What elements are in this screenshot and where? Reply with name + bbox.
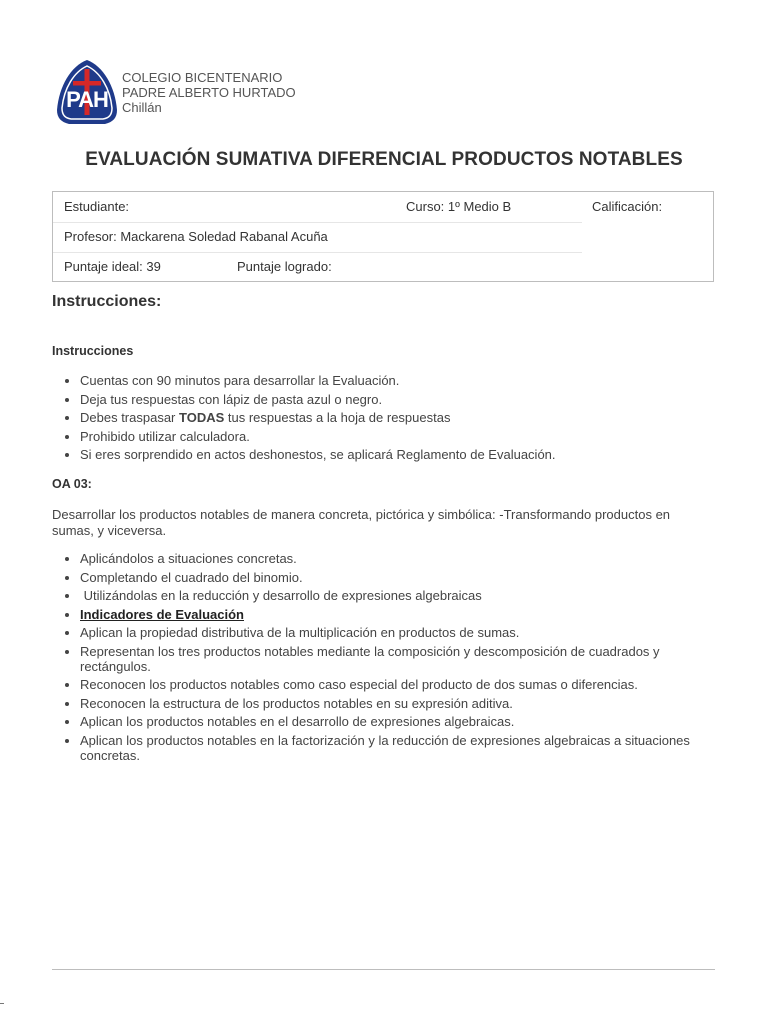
- info-table: [52, 191, 714, 282]
- instructions-heading: Instrucciones:: [52, 293, 162, 310]
- indicators-label: Indicadores de Evaluación: [80, 606, 244, 622]
- info-row-teacher: [53, 222, 582, 253]
- list-item: • Si eres sorprendido en actos deshonestos, se aplicará Reglamento de Evaluación.: [80, 447, 710, 462]
- instructions-subheading: Instrucciones: [52, 344, 134, 358]
- footer-divider: [52, 969, 715, 970]
- grade-field: Calificación:: [592, 199, 663, 214]
- list-item: • Cuentas con 90 minutos para desarrollar la Evaluación.: [80, 373, 710, 388]
- list-item: • Representan los tres productos notables mediante la composición y descomposición de cuadrados y rectángulos.: [80, 644, 710, 674]
- school-name-line1: COLEGIO BICENTENARIO: [122, 70, 283, 85]
- school-name-line2: PADRE ALBERTO HURTADO: [122, 85, 296, 100]
- achieved-score-field: Puntaje logrado:: [237, 259, 332, 274]
- list-item: • Reconocen los productos notables como caso especial del producto de dos sumas o diferencias.: [80, 677, 710, 692]
- course-field: Curso: 1º Medio B: [406, 199, 512, 214]
- student-field: Estudiante:: [64, 199, 130, 214]
- list-item-text: Debes traspasar: [80, 410, 179, 425]
- instructions-list: [64, 373, 710, 466]
- list-item: [80, 607, 710, 622]
- info-row-student: [53, 192, 582, 223]
- logo-lettering: PAH: [66, 87, 108, 112]
- info-row-score: [53, 252, 582, 282]
- page-title: EVALUACIÓN SUMATIVA DIFERENCIAL PRODUCTOS NOTABLES: [85, 149, 683, 170]
- list-item: • Reconocen la estructura de los productos notables en su expresión aditiva.: [80, 696, 710, 711]
- school-city: Chillán: [122, 100, 162, 115]
- list-item: • Deja tus respuestas con lápiz de pasta azul o negro.: [80, 392, 710, 407]
- list-item-text: tus respuestas a la hoja de respuestas: [224, 410, 451, 425]
- oa-list: [64, 551, 710, 766]
- list-item: • Completando el cuadrado del binomio.: [80, 570, 710, 585]
- list-item: • Prohibido utilizar calculadora.: [80, 429, 710, 444]
- school-logo-icon: [55, 58, 119, 128]
- oa-label: OA 03:: [52, 477, 92, 491]
- teacher-field: Profesor: Mackarena Soledad Rabanal Acuña: [64, 229, 328, 244]
- edge-mark: [0, 1003, 4, 1004]
- list-item: • Aplican los productos notables en el desarrollo de expresiones algebraicas.: [80, 714, 710, 729]
- list-item: • Aplicándolos a situaciones concretas.: [80, 551, 710, 566]
- list-item: [80, 410, 710, 425]
- ideal-score-field: Puntaje ideal: 39: [64, 259, 161, 274]
- list-item: • Aplican los productos notables en la factorización y la reducción de expresiones algebraicas a situaciones concretas.: [80, 733, 710, 763]
- emphasis-text: TODAS: [179, 410, 225, 425]
- list-item: • Aplican la propiedad distributiva de la multiplicación en productos de sumas.: [80, 625, 710, 640]
- list-item: • Utilizándolas en la reducción y desarrollo de expresiones algebraicas: [80, 588, 710, 603]
- oa-description: Desarrollar los productos notables de manera concreta, pictórica y simbólica: -Transformando productos en sumas, y viceversa.: [52, 507, 671, 538]
- school-name-block: [122, 70, 296, 115]
